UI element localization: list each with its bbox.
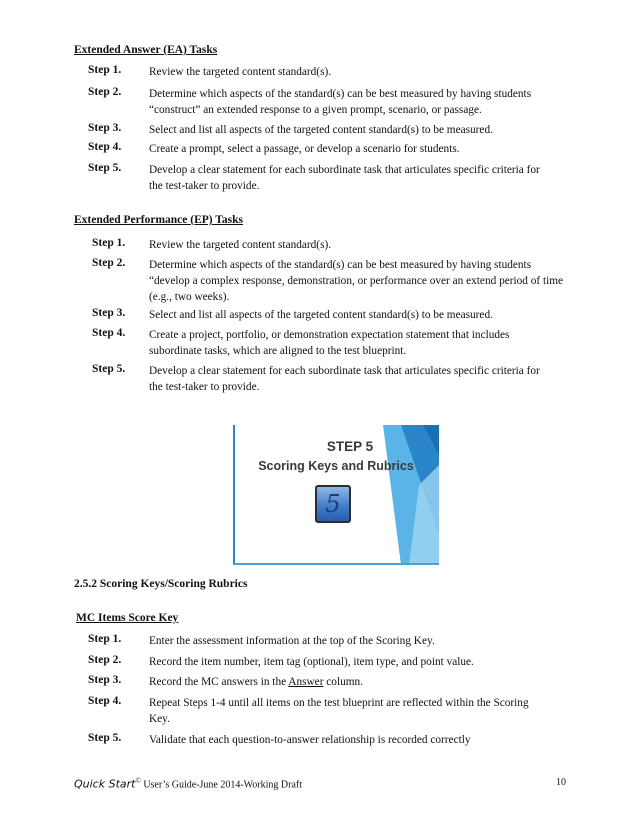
ea-step-3-label: Step 3. [88,122,122,134]
footer [74,777,302,790]
section-heading: 2.5.2 Scoring Keys/Scoring Rubrics [74,578,248,590]
ep-step-3-label: Step 3. [92,307,126,319]
mc-step-1-text: Enter the assessment information at the top of the Scoring Key. [149,635,435,647]
image-subtitle: Scoring Keys and Rubrics [258,459,414,473]
mc-step-3-label: Step 3. [88,674,122,686]
mc-step-4-label: Step 4. [88,695,122,707]
mc-step-5-label: Step 5. [88,732,122,744]
ep-step-5-text: Develop a clear statement for each subordinate task that articulates specific criteria for the test-taker to provide. [149,365,540,393]
footer-copyright: © [135,777,141,785]
mc-step-1-label: Step 1. [88,633,122,645]
footer-text: User’s Guide-June 2014-Working Draft [140,779,303,791]
ea-step-2-label: Step 2. [88,86,122,98]
number-five-icon: 5 [315,485,351,523]
ea-step-1-label: Step 1. [88,64,122,76]
mc-step-2-label: Step 2. [88,654,122,666]
footer-brand: Quick Start [74,777,136,791]
mc-step-3-text-before: Record the MC answers in the [149,676,289,688]
ep-step-1-label: Step 1. [92,237,126,249]
ep-step-4-text: Create a project, portfolio, or demonstration expectation statement that includes subordinate tasks, which are aligned to the test blueprint. [149,329,510,357]
ep-heading: Extended Performance (EP) Tasks [74,214,243,226]
mc-step-3-text [149,674,579,690]
ep-step-2-label: Step 2. [92,257,126,269]
mc-step-3-text-after: column. [323,676,363,688]
mc-step-4-text: Repeat Steps 1-4 until all items on the test blueprint are reflected within the Scoring Key. [149,697,529,725]
ep-step-4-label: Step 4. [92,327,126,339]
ea-step-2-text: Determine which aspects of the standard(s) can be best measured by having students “construct” an extended response to a given prompt, scenario, or passage. [149,88,532,116]
step-5-image [233,425,439,565]
image-title: STEP 5 [326,439,374,454]
ea-step-5-text: Develop a clear statement for each subordinate task that articulates specific criteria for the test-taker to provide. [149,164,540,192]
ea-step-5-label: Step 5. [88,162,122,174]
ep-step-1-text: Review the targeted content standard(s). [149,239,332,251]
image-frame-bottom [233,563,439,565]
ep-step-3-text: Select and list all aspects of the targeted content standard(s) to be measured. [149,309,493,321]
ep-step-5-label: Step 5. [92,363,126,375]
ea-step-4-text: Create a prompt, select a passage, or develop a scenario for students. [149,143,460,155]
ea-heading: Extended Answer (EA) Tasks [74,44,218,56]
ep-step-2-text: Determine which aspects of the standard(s) can be best measured by having students “develop a complex response, demonstration, or performance over an extend period of time (e.g., two weeks). [149,259,564,303]
mc-step-5-text: Validate that each question-to-answer relationship is recorded correctly [149,734,471,746]
ea-step-1-text: Review the targeted content standard(s). [149,66,332,78]
ea-step-4-label: Step 4. [88,141,122,153]
page-number: 10 [556,777,566,788]
mc-step-2-text: Record the item number, item tag (optional), item type, and point value. [149,656,474,668]
ea-step-3-text: Select and list all aspects of the targeted content standard(s) to be measured. [149,124,493,136]
image-frame-left [233,425,235,565]
answer-column-name: Answer [288,676,324,688]
mc-heading: MC Items Score Key [76,612,179,624]
